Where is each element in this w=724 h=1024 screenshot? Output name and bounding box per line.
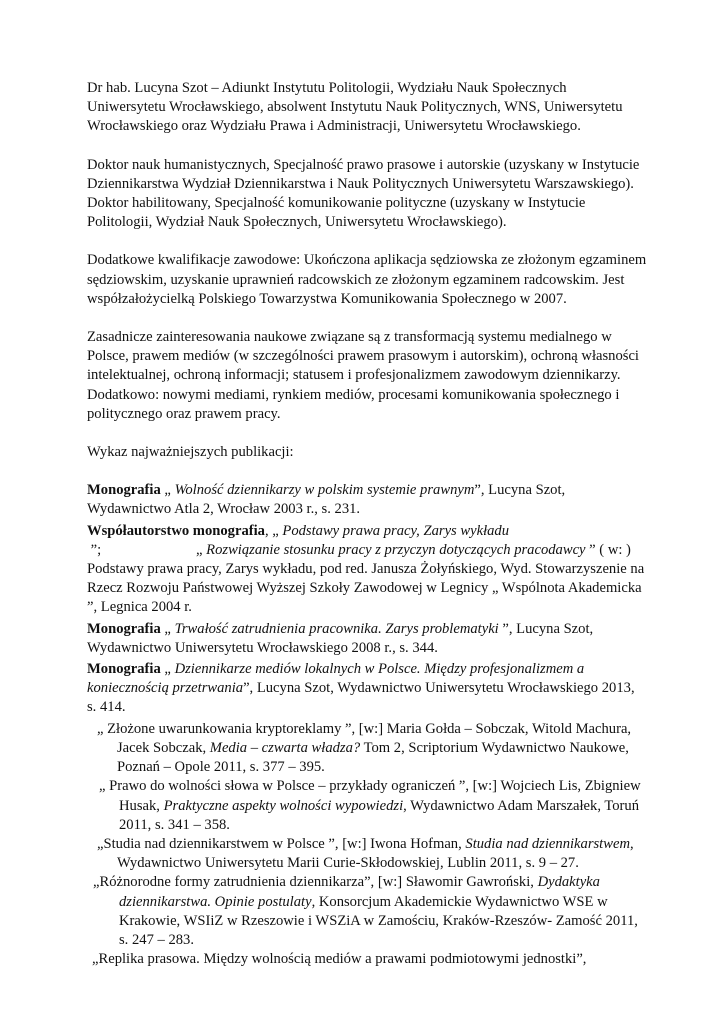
- publication-type: Współautorstwo monografia: [87, 522, 265, 539]
- spacer: [87, 462, 647, 481]
- spacer: [87, 137, 647, 156]
- publication-item: Współautorstwo monografia, „ Podstawy prawa pracy, Zarys wykładu ”; „ Rozwiązanie stosunku pracy z przyczyn dotyczących pracodawcy ” ( w: ) Podstawy prawa pracy, Zarys wykładu, pod red. Janusza Żołyńskiego, Wyd. Stowarzyszenie na Rzecz Rozwoju Państwowej Wyższej Szkoły Zawodowej w Legnicy „ Wspólnota Akademicka ”, Legnica 2004 r.: [87, 522, 645, 616]
- publication-type: Monografia: [87, 661, 161, 678]
- publication-title: Trwałość zatrudnienia pracownika. Zarys problematyki: [174, 620, 499, 637]
- spacer: [87, 424, 647, 443]
- article-item: „Studia nad dziennikarstwem w Polsce ”, [w:] Iwona Hofman, Studia nad dziennikarstwem, Wydawnictwo Uniwersytetu Marii Curie-Skłodowskiej, Lublin 2011, s. 9 – 27.: [97, 835, 634, 872]
- publication-type: Monografia: [87, 482, 161, 499]
- bio-paragraph-qualifications: Dodatkowe kwalifikacje zawodowe: Ukończona aplikacja sędziowska ze złożonym egzaminem sędziowskim, uzyskanie uprawnień radcowskich ze złożonym egzaminem radcowskim. Jest współzałożycielką Polskiego Towarzystwa Komunikowania Społecznego w 2007.: [87, 252, 647, 307]
- bio-paragraph-interests: Zasadnicze zainteresowania naukowe związane są z transformacją systemu medialnego w Polsce, prawem mediów (w szczególności prawem prasowym i autorskim), ochroną własności intelektualnej, ochroną informacji; statusem i profesjonalizmem zawodowym dziennikarzy. Dodatkowo: nowymi mediami, rynkiem mediów, procesami komunikowania społecznego i politycznego oraz prawem pracy.: [87, 329, 639, 422]
- spacer: [87, 309, 647, 328]
- article-book-title: Praktyczne aspekty wolności wypowiedzi: [163, 797, 404, 814]
- publications-heading: Wykaz najważniejszych publikacji:: [87, 444, 294, 461]
- publication-item: Monografia „ Trwałość zatrudnienia pracownika. Zarys problematyki ”, Lucyna Szot, Wydawnictwo Uniwersytetu Wrocławskiego 2008 r., s. 344.: [87, 620, 594, 656]
- bio-paragraph-affiliation: Dr hab. Lucyna Szot – Adiunkt Instytutu Politologii, Wydziału Nauk Społecznych Uniwersytetu Wrocławskiego, absolwent Instytutu Nauk Politycznych, WNS, Uniwersytetu Wrocławskiego oraz Wydziału Prawa i Administracji, Uniwersytetu Wrocławskiego.: [87, 80, 623, 135]
- publication-title: Dziennikarze mediów lokalnych w Polsce. Między profesjonalizmem a koniecznością przetrwania: [87, 661, 585, 697]
- article-item: „ Złożone uwarunkowania kryptoreklamy ”, [w:] Maria Gołda – Sobczak, Witold Machura, Jacek Sobczak, Media – czwarta władza? Tom 2, Scriptorium Wydawnictwo Naukowe, Poznań – Opole 2011, s. 377 – 395.: [97, 720, 632, 776]
- article-book-title: Dydaktyka dziennikarstwa. Opinie postulaty: [119, 874, 600, 910]
- bio-paragraph-doctorate: Doktor nauk humanistycznych, Specjalność prawo prasowe i autorskie (uzyskany w Instytucie Dziennikarstwa Wydział Dziennikarstwa i Nauk Politycznych Uniwersytetu Warszawskiego).: [87, 156, 640, 192]
- publication-title: Podstawy prawa pracy, Zarys wykładu: [282, 522, 510, 539]
- publication-type: Monografia: [87, 620, 161, 637]
- article-book-title: Studia nad dziennikarstwem: [465, 835, 630, 852]
- publication-item: Monografia „ Wolność dziennikarzy w polskim systemie prawnym”, Lucyna Szot, Wydawnictwo Atla 2, Wrocław 2003 r., s. 231.: [87, 482, 566, 518]
- document-page: [87, 79, 647, 969]
- publication-chapter-title: Rozwiązanie stosunku pracy z przyczyn dotyczących pracodawcy: [206, 541, 586, 558]
- bio-paragraph-habilitation: Doktor habilitowany, Specjalność komunikowanie polityczne (uzyskany w Instytucie Politologii, Wydział Nauk Społecznych, Uniwersytetu Wrocławskiego).: [87, 195, 586, 231]
- article-item-partial: „Replika prasowa. Między wolnością mediów a prawami podmiotowymi jednostki”,: [92, 951, 587, 968]
- article-item: „Różnorodne formy zatrudnienia dziennikarza”, [w:] Sławomir Gawroński, Dydaktyka dziennikarstwa. Opinie postulaty, Konsorcjum Akademickie Wydawnictwo WSE w Krakowie, WSIiZ w Rzeszowie i WSZiA w Zamościu, Kraków-Rzeszów- Zamość 2011, s. 247 – 283.: [93, 874, 638, 948]
- spacer: [87, 232, 647, 251]
- publication-title: Wolność dziennikarzy w polskim systemie prawnym: [174, 482, 475, 499]
- publication-item: Monografia „ Dziennikarze mediów lokalnych w Polsce. Między profesjonalizmem a koniecznością przetrwania”, Lucyna Szot, Wydawnictwo Uniwersytetu Wrocławskiego 2013, s. 414.: [87, 661, 635, 716]
- article-book-title: Media – czwarta władza?: [209, 739, 361, 756]
- article-item: „ Prawo do wolności słowa w Polsce – przykłady ograniczeń ”, [w:] Wojciech Lis, Zbigniew Husak, Praktyczne aspekty wolności wypowiedzi, Wydawnictwo Adam Marszałek, Toruń 2011, s. 341 – 358.: [99, 778, 641, 833]
